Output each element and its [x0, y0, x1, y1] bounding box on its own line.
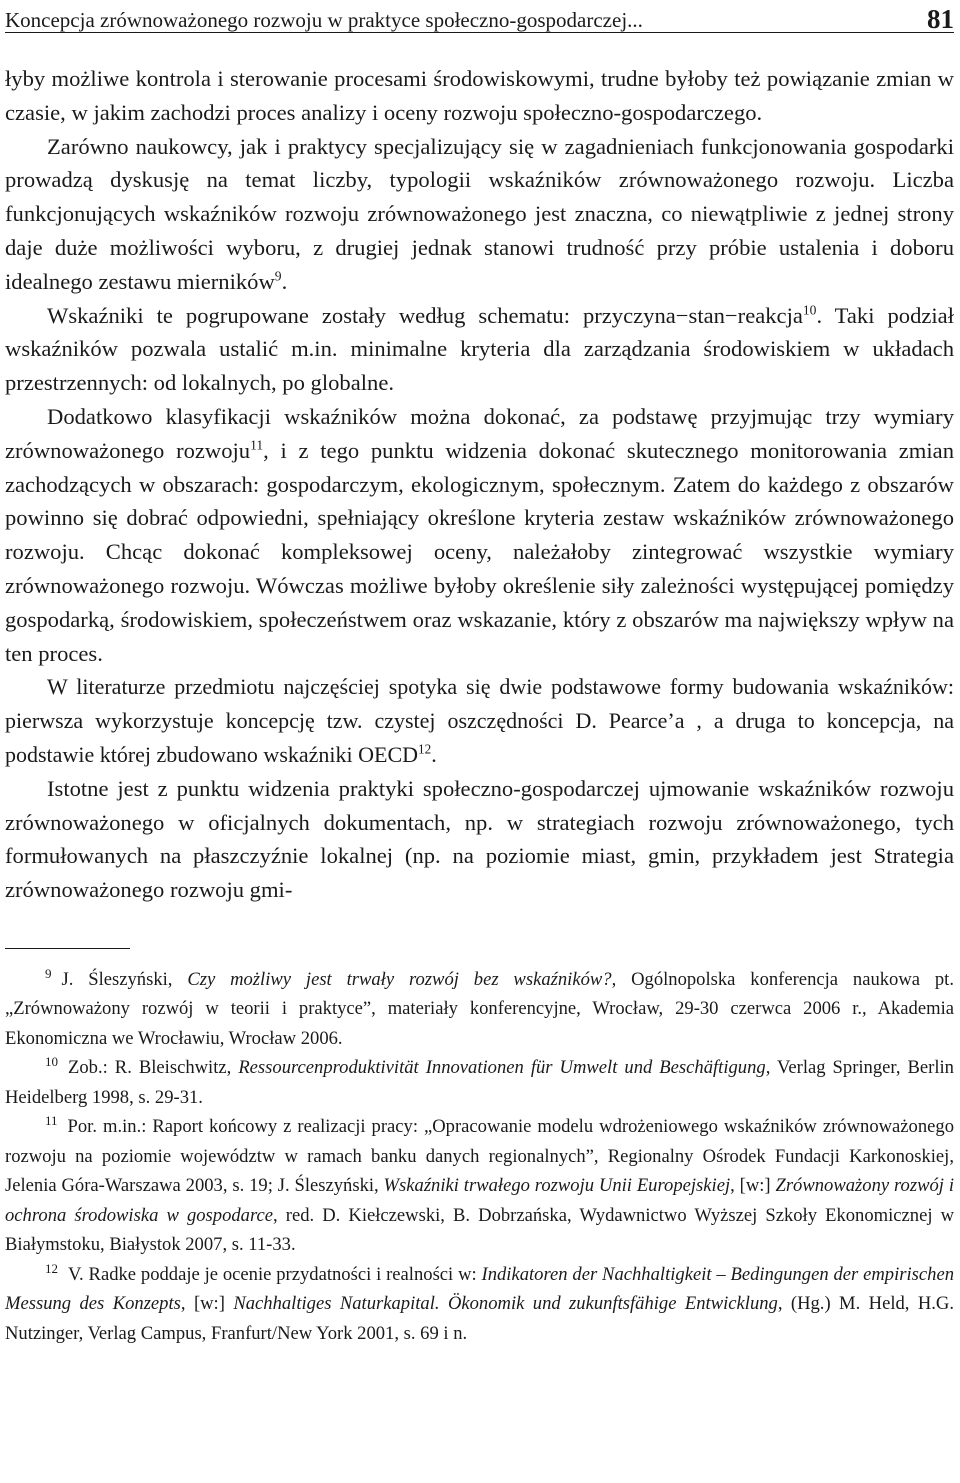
paragraph — [5, 772, 954, 907]
footnote-number: 10 — [45, 1054, 59, 1070]
footnote-text: , [w:] — [180, 1293, 234, 1315]
footnote-number: 9 — [45, 965, 52, 981]
footnote-12 — [5, 1260, 954, 1349]
footnote-text: J. Śleszyński, — [61, 968, 188, 990]
paragraph-text: . — [281, 268, 288, 294]
paragraph-text: . Taki podział wskaźników pozwala ustalić m.in. minimalne kryteria dla zarządzania środowiskiem w układach przestrzennych: od lokalnych, po globalne. — [5, 302, 954, 396]
footnote-number: 11 — [45, 1113, 58, 1129]
footnote-text: , red. D. Kiełczewski, B. Dobrzańska, Wydawnictwo Wyższej Szkoły Ekonomicznej w Białymstoku, Białystok 2007, s. 11-33. — [5, 1204, 954, 1256]
footnote-ref: 11 — [250, 437, 264, 453]
footnote-text: , Verlag Springer, Berlin Heidelberg 1998, s. 29-31. — [5, 1057, 954, 1108]
footnote-title: Ressourcenproduktivität Innovationen für Umwelt und Beschäftigung — [238, 1057, 766, 1079]
paragraph-text: Istotne jest z punktu widzenia praktyki społeczno-gospodarczej ujmowanie wskaźników rozwoju zrównoważonego w oficjalnych dokumentach, np. w strategiach rozwoju zrównoważonego, tych formułowanych na płaszczyźnie lokalnej (np. na poziomie miast, gmin, przykładem jest Strategia zrównoważonego rozwoju gmi- — [5, 775, 954, 903]
footnote-title: Czy możliwy jest trwały rozwój bez wskaźników? — [187, 968, 612, 990]
footnote-text: Por. m.in.: Raport końcowy z realizacji pracy: „Opracowanie modelu wdrożeniowego wskaźników zrównoważonego rozwoju na poziomie województw w ramach banku danych regionalnych”, Regionalny Ośrodek Fundacji Karkonoskiej, Jelenia Góra-Warszawa 2003, s. 19; J. Śleszyński, — [5, 1116, 954, 1197]
running-header — [5, 0, 954, 33]
paragraph-text: Wskaźniki te pogrupowane zostały według schematu: przyczyna−stan−reakcja — [47, 302, 803, 328]
paragraph — [5, 400, 954, 670]
footnote-separator — [5, 948, 130, 949]
footnote-text: , Ogólnopolska konferencja naukowa pt. „Zrównoważony rozwój w teorii i praktyce”, materiały konferencyjne, Wrocław, 29-30 czerwca 2006 r., Akademia Ekonomiczna we Wrocławiu, Wrocław 2006. — [5, 968, 954, 1049]
paragraph-text: . — [431, 741, 437, 767]
footnote-ref: 12 — [418, 741, 432, 757]
footnote-title: Wskaźniki trwałego rozwoju Unii Europejskiej — [383, 1175, 731, 1197]
footnote-title: Indikatoren der Nachhaltigkeit – Bedingungen der empirischen Messung des Konzepts — [5, 1263, 955, 1315]
footnote-ref: 9 — [274, 268, 282, 284]
footnote-title: Nachhaltiges Naturkapital. Ökonomik und zukunftsfähige Entwicklung — [233, 1293, 778, 1315]
footnote-text: , (Hg.) M. Held, H.G. Nutzinger, Verlag Campus, Franfurt/New York 2001, s. 69 i n. — [5, 1293, 954, 1344]
footnote-ref: 10 — [802, 302, 817, 318]
paragraph-text: łyby możliwe kontrola i sterowanie procesami środowiskowymi, trudne byłoby też powiązanie zmian w czasie, w jakim zachodzi proces analizy i oceny rozwoju społeczno-gospodarczego. — [5, 66, 954, 125]
footnote-number: 12 — [45, 1260, 59, 1276]
footnote-text: , [w:] — [730, 1175, 776, 1197]
paragraph — [5, 130, 954, 299]
footnote-title: Zrównoważony rozwój i ochrona środowiska w gospodarce — [5, 1175, 954, 1226]
running-title: Koncepcja zrównoważonego rozwoju w praktyce społeczno-gospodarczej... — [5, 8, 643, 32]
footnote-10 — [5, 1053, 954, 1112]
footnote-text: V. Radke poddaje je ocenie przydatności i realności w: — [68, 1263, 482, 1285]
paragraph-continuation — [5, 62, 954, 130]
paragraph-text: Zarówno naukowcy, jak i praktycy specjalizujący się w zagadnieniach funkcjonowania gospodarki prowadzą dyskusję na temat liczby, typologii wskaźników zrównoważonego rozwoju. Liczba funkcjonujących wskaźników rozwoju zrównoważonego jest znaczna, co niewątpliwie z jednej strony daje duże możliwości wyboru, z drugiej jednak stanowi trudność przy próbie ustalenia i doboru idealnego zestawu mierników — [5, 133, 954, 294]
paragraph-text: , i z tego punktu widzenia dokonać skutecznego monitorowania zmian zachodzących w obszarach: gospodarczym, ekologicznym, społecznym. Zatem do każdego z obszarów powinno się dobrać odpowiedni, spełniający określone kryteria zestaw wskaźników zrównoważonego rozwoju. Chcąc dokonać kompleksowej oceny, należałoby zintegrować wszystkie wymiary zrównoważonego rozwoju. Wówczas możliwe byłoby określenie siły zależności występującej pomiędzy gospodarką, środowiskiem, społeczeństwem oraz wskazanie, który z obszarów ma największy wpływ na ten proces. — [5, 437, 954, 666]
paragraph-text: W literaturze przedmiotu najczęściej spotyka się dwie podstawowe formy budowania wskaźników: pierwsza wykorzystuje koncepcję tzw. czystej oszczędności D. Pearce’a , a druga to koncepcja, na podstawie której zbudowano wskaźniki OECD — [5, 674, 954, 767]
paragraph — [5, 299, 954, 400]
paragraph-text: Dodatkowo klasyfikacji wskaźników można dokonać, za podstawę przyjmując trzy wymiary zrównoważonego rozwoju — [5, 403, 954, 463]
page-number: 81 — [927, 4, 954, 34]
footnote-9 — [5, 965, 954, 1054]
body-text — [5, 62, 954, 907]
footnotes — [5, 965, 954, 1349]
footnote-text: Zob.: R. Bleischwitz, — [68, 1057, 239, 1079]
footnote-11 — [5, 1112, 954, 1260]
paragraph — [5, 670, 954, 771]
